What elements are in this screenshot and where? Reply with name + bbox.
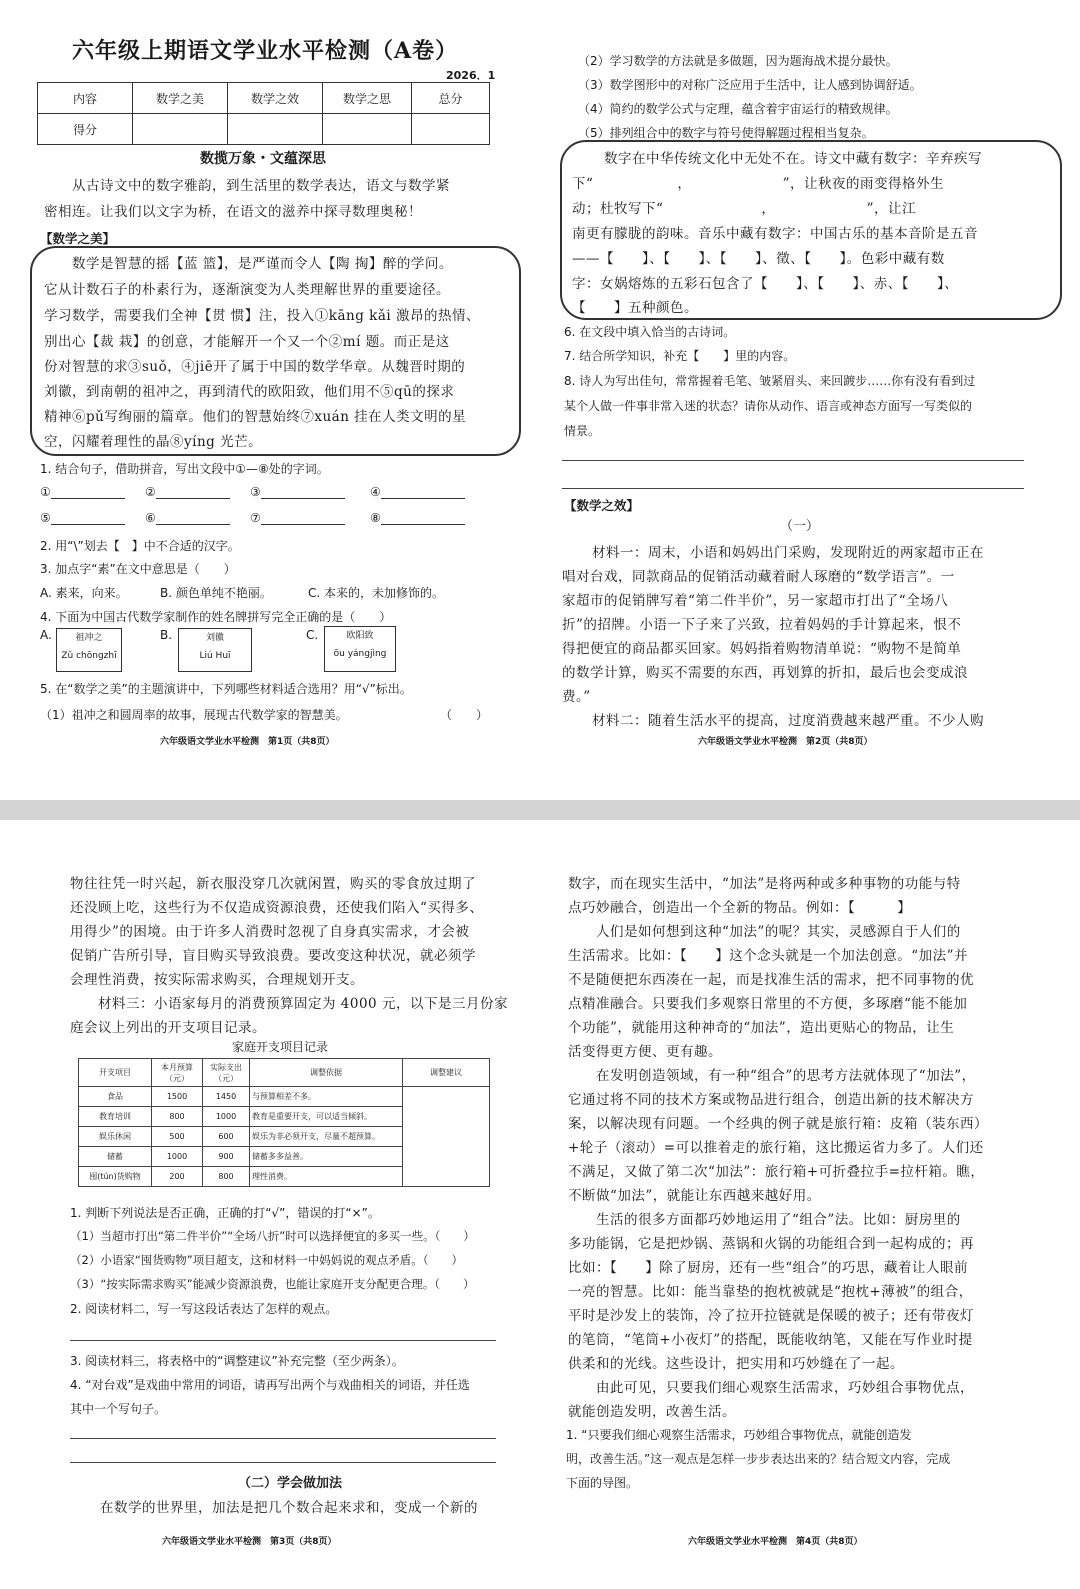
table-cell: 800 [203,1167,250,1187]
question-4: 4. “对台戏”是戏曲中常用的词语，请再写出两个与戏曲相关的词语，并任选 [70,1378,470,1392]
table-cell: 娱乐为非必须开支，尽量不超预算。 [250,1127,403,1147]
blank-mark: ① [40,485,51,499]
answer-blank[interactable] [261,498,345,499]
material-line: 唱对台戏，同款商品的促销活动藏着耐人琢磨的“数学语言”。一 [562,569,955,585]
judge-item: （2）小语家“囤货购物”项目超支，这和材料一中妈妈说的观点矛盾。（ ） [70,1253,463,1267]
q3-option-a: A. 素来，向来。 [40,586,128,600]
answer-line[interactable] [70,1462,496,1463]
material-line: 费。” [562,689,591,705]
answer-line[interactable] [70,1438,496,1439]
blank-mark: ④ [370,485,381,499]
passage-line: 点巧妙融合，创造出一个全新的物品。例如：【 】 [568,900,912,916]
passage-line: 别出心【裁 栽】的创意，才能解开一个又一个②mí 题。而正是这 [44,334,450,350]
table-header: 开支项目 [79,1059,152,1087]
passage-line: 由此可见，只要我们细心观察生活需求，巧妙组合事物优点， [568,1380,974,1396]
culture-line: 【 】五种颜色。 [572,300,698,316]
passage-line: 比如：【 】除了厨房，还有一些“组合”的巧思，藏着让人眼前 [568,1260,969,1276]
page-divider [0,800,1080,820]
table-cell: 900 [203,1147,250,1167]
passage-line: 平时是沙发上的装饰，冷了拉开拉链就是保暖的被子；还有带夜灯 [568,1308,974,1324]
page-footer: 六年级语文学业水平检测 第3页（共8页） [162,1537,337,1547]
exam-date: 2026．1 [446,69,496,82]
material-line: 材料二：随着生活水平的提高，过度消费越来越严重。不少人购 [592,713,984,729]
culture-line: 动；杜牧写下“ ， ”，让江 [572,201,917,217]
culture-line: 南更有朦胧的韵味。音乐中藏有数字：中国古乐的基本音阶是五音 [572,226,978,242]
passage-line: 多功能锅，它是把炒锅、蒸锅和火锅的功能组合到一起构成的；再 [568,1236,974,1252]
passage-line: 在发明创造领域，有一种“组合”的思考方法就体现了“加法”， [568,1068,976,1084]
blank-mark: ⑧ [370,511,381,525]
name-card-pinyin: Liú Huī [199,651,231,661]
answer-paren[interactable]: （ ） [440,708,489,722]
name-card-a[interactable] [56,628,122,672]
passage-line: 个功能”，就能用这种神奇的“加法”，造出更贴心的物品，让生 [568,1020,955,1036]
question-1: 1. 判断下列说法是否正确，正确的打“√”，错误的打“×”。 [70,1206,380,1220]
judge-item: （1）当超市打出“第二件半价”“全场八折”时可以选择便宜的多买一些。（ ） [70,1229,475,1243]
table-cell: 与预算相差不多。 [250,1087,403,1107]
score-cell[interactable] [228,114,323,145]
question-1: 明，改善生活。”这一观点是怎样一步步表达出来的？结合短文内容，完成 [566,1452,951,1466]
passage-line: 份对智慧的求③suǒ，④jiē开了属于中国的数学华章。从魏晋时期的 [44,359,466,375]
question-1: 下面的导图。 [566,1476,639,1490]
page-footer: 六年级语文学业水平检测 第2页（共8页） [698,737,873,747]
q3-option-b: B. 颜色单纯不艳丽。 [160,586,272,600]
table-cell: 1500 [152,1087,203,1107]
name-card-b[interactable] [178,628,252,672]
passage-line: 一亮的智慧。比如：能当靠垫的抱枕被就是“抱枕+薄被”的组合， [568,1284,973,1300]
q5-item: （4）简约的数学公式与定理，蕴含着宇宙运行的精致规律。 [578,102,898,116]
intro-line: 密相连。让我们以文字为桥，在语文的滋养中探寻数理奥秘！ [44,204,422,220]
passage-line: 刘徽，到南朝的祖冲之，再到清代的欧阳致，他们用不⑤qū的探求 [44,384,455,400]
answer-blank[interactable] [51,524,125,525]
passage-line: 点精准融合。只要我们多观察日常里的不方便，多琢磨“能不能加 [568,996,968,1012]
exam-page-2 [540,0,1080,800]
table-cell: 囤(tún)货购物 [79,1167,152,1187]
page-footer: 六年级语文学业水平检测 第1页（共8页） [160,737,335,747]
question-6: 6. 在文段中填入恰当的古诗词。 [564,325,736,339]
judge-item: （3）“按实际需求购买”能减少资源浪费，也能让家庭开支分配更合理。（ ） [70,1277,475,1291]
passage-line: 不断做“加法”，就能让东西越来越好用。 [568,1188,821,1204]
passage-line: 活变得更方便、更有趣。 [568,1044,722,1060]
answer-blank[interactable] [381,524,465,525]
table-cell: 教育是重要开支，可以适当倾斜。 [250,1107,403,1127]
table-cell: 食品 [79,1087,152,1107]
table-row [79,1087,490,1107]
passage-line: 数学是智慧的摇【蓝 篮】，是严谨而令人【陶 掏】醉的学问。 [72,256,453,272]
blank-mark: ⑥ [145,511,156,525]
material-line: 促销广告所引导，盲目购买导致浪费。要改变这种状况，就必须学 [70,948,476,964]
passage-line: 案，以解决现有问题。一个经典的例子就是旅行箱：皮箱（装东西） [568,1116,988,1132]
table-cell: 理性消费。 [250,1167,403,1187]
material-line: 折”的招牌。小语一下子来了兴致，拉着妈妈的手计算起来，恨不 [562,617,962,633]
answer-line[interactable] [562,460,1024,461]
table-cell: 500 [152,1127,203,1147]
exam-page-1 [0,0,540,800]
passage-line: 的笔筒，“笔筒+小夜灯”的搭配，既能收纳笔，又能在写作业时提 [568,1332,973,1348]
score-row-label: 得分 [38,114,133,145]
culture-line: ——【 】、【 】、【 】、徵、【 】。色彩中藏有数 [572,251,945,267]
passage-line: 人们是如何想到这种“加法”的呢？其实，灵感源自于人们的 [568,924,961,940]
culture-line: 数字在中华传统文化中无处不在。诗文中藏有数字：辛弃疾写 [604,151,982,167]
material-line: 得把便宜的商品都买回家。妈妈指着购物清单说：“购物不是简单 [562,641,962,657]
table-cell: 储蓄多多益善。 [250,1147,403,1167]
score-cell[interactable] [323,114,412,145]
question-2: 2. 用“\”划去【 】中不合适的汉字。 [40,539,240,553]
question-7: 7. 结合所学知识，补充【 】里的内容。 [564,349,796,363]
answer-blank[interactable] [261,524,345,525]
material-line: 会理性消费，按实际需求购买，合理规划开支。 [70,972,364,988]
name-card-chinese: 刘徽 [205,633,224,643]
q5-item: （3）数学图形中的对称广泛应用于生活中，让人感到协调舒适。 [578,78,922,92]
material-line: 还没顾上吃，这些行为不仅造成资源浪费，还使我们陷入“买得多、 [70,900,484,916]
question-2: 2. 阅读材料二，写一写这段话表达了怎样的观点。 [70,1302,338,1316]
table-cell: 800 [152,1107,203,1127]
passage-line: 数字，而在现实生活中，“加法”是将两种或多种事物的功能与特 [568,876,961,892]
blank-mark: ⑤ [40,511,51,525]
passage-line: 在数学的世界里，加法是把几个数合起来求和，变成一个新的 [100,1500,478,1516]
question-8: 情景。 [564,424,601,438]
question-3: 3. 加点字“素”在文中意思是（ ） [40,562,236,576]
question-1: 1. “只要我们细心观察生活需求，巧妙组合事物优点，就能创造发 [566,1428,912,1442]
answer-blank[interactable] [51,498,125,499]
answer-line[interactable] [70,1340,496,1341]
q3-option-c: C. 本来的，未加修饰的。 [308,586,445,600]
table-header: 调整建议 [403,1059,490,1087]
theme-title: 数揽万象・文蕴深思 [200,151,326,167]
material-line: 用得少”的困境。由于许多人消费时忽视了自身真实需求，才会被 [70,924,470,940]
q5-item: （1）祖冲之和圆周率的故事，展现古代数学家的智慧美。 [40,708,348,722]
table-cell: 娱乐休闲 [79,1127,152,1147]
question-4: 4. 下面为中国古代数学家制作的姓名牌拼写完全正确的是（ ） [40,610,392,624]
passage-line: 就能创造发明，改善生活。 [568,1404,736,1420]
score-header: 数学之美 [133,83,228,114]
table-cell: 1450 [203,1087,250,1107]
table-cell: 200 [152,1167,203,1187]
exam-page-4 [540,820,1080,1589]
material-line: 家超市的促销牌写着“第二件半价”，另一家超市打出了“全场八 [562,593,949,609]
passage-line: 空，闪耀着理性的晶⑧yíng 光芒。 [44,434,263,450]
name-card-c[interactable] [324,626,396,672]
table-cell: 储蓄 [79,1147,152,1167]
passage-line: 它从计数石子的朴素行为，逐渐演变为人类理解世界的重要途径。 [44,282,450,298]
section-title-beauty: 【数学之美】 [40,231,116,246]
subsection-2: （二）学会做加法 [238,1476,343,1491]
culture-line: 下“ ， ”，让秋夜的雨变得格外生 [572,176,945,192]
answer-blank[interactable] [156,498,230,499]
name-card-pinyin: Zǔ chōngzhī [61,651,117,661]
question-1: 1. 结合句子，借助拼音，写出文段中①—⑧处的字词。 [40,462,329,476]
question-8: 8. 诗人为写出佳句，常常握着毛笔、皱紧眉头、来回踱步……你有没有看到过 [564,374,976,388]
table-title: 家庭开支项目记录 [232,1040,329,1054]
score-cell[interactable] [133,114,228,145]
table-header: 本月预算（元） [152,1059,203,1087]
table-header: 调整依据 [250,1059,403,1087]
passage-line: 它通过将不同的技术方案或物品进行组合，创造出新的技术解决方 [568,1092,974,1108]
passage-line: 学习数学，需要我们全神【贯 惯】注，投入①kāng kǎi 激昂的热情、 [44,308,480,324]
page-footer: 六年级语文学业水平检测 第4页（共8页） [688,1537,863,1547]
material-line: 物往往凭一时兴起，新衣服没穿几次就闲置，购买的零食放过期了 [70,876,476,892]
passage-line: 生活需求。比如：【 】这个念头就是一个加法创意。“加法”并 [568,948,969,964]
answer-line[interactable] [562,488,1024,489]
passage-line: 供柔和的光线。这些设计，把实用和巧妙缝在了一起。 [568,1356,904,1372]
table-cell: 教育培训 [79,1107,152,1127]
blank-mark: ③ [250,485,261,499]
table-cell: 600 [203,1127,250,1147]
question-3: 3. 阅读材料三，将表格中的“调整建议”补充完整（至少两条）。 [70,1354,404,1368]
exam-title: 六年级上期语文学业水平检测（A卷） [72,38,459,64]
table-header: 实际支出（元） [203,1059,250,1087]
answer-blank[interactable] [381,498,465,499]
expense-table [78,1058,490,1187]
exam-page-3 [0,820,540,1589]
score-header: 内容 [38,83,133,114]
q5-item: （2）学习数学的方法就是多做题，因为题海战术提分最快。 [578,54,898,68]
material-line: 的数学计算，购买不需要的东西，再划算的折扣，最后也会变成浪 [562,665,968,681]
material-line: 材料一：周末，小语和妈妈出门采购，发现附近的两家超市正在 [592,545,984,561]
material-line: 材料三：小语家每月的消费预算固定为 4000 元，以下是三月份家 [98,996,508,1012]
q5-item: （5）排列组合中的数字与符号使得解题过程相当复杂。 [578,126,874,140]
name-card-chinese: 祖冲之 [75,633,103,643]
passage-line: 不是随便把东西凑在一起，而是找准生活的需求，把不同事物的优 [568,972,974,988]
culture-line: 字：女娲熔炼的五彩石包含了【 】、【 】、赤、【 】、 [572,276,959,292]
question-5: 5. 在“数学之美”的主题演讲中，下列哪些材料适合选用？用“√”标出。 [40,682,412,696]
passage-line: 不满足，又做了第二次“加法”：旅行箱+可折叠拉手=拉杆箱。瞧， [568,1164,985,1180]
table-cell: 1000 [152,1147,203,1167]
score-header: 数学之效 [228,83,323,114]
answer-blank[interactable] [156,524,230,525]
table-cell: 1000 [203,1107,250,1127]
subsection-1: （一） [780,519,820,534]
material-line: 庭会议上列出的开支项目记录。 [70,1020,266,1036]
section-title-effect: 【数学之效】 [564,498,640,513]
score-header: 总分 [412,83,490,114]
score-cell[interactable] [412,114,490,145]
passage-line: 生活的很多方面都巧妙地运用了“组合”法。比如：厨房里的 [568,1212,961,1228]
q4-option-letter: A. [40,628,52,642]
name-card-chinese: 欧阳致 [346,631,374,641]
passage-line: +轮子（滚动）=可以推着走的旅行箱，这比搬运省力多了。人们还 [568,1140,984,1156]
question-8: 某个人做一件事非常入迷的状态？请你从动作、语言或神态方面写一写类似的 [564,399,973,413]
score-header: 数学之思 [323,83,412,114]
intro-line: 从古诗文中的数字雅韵，到生活里的数学表达，语文与数学紧 [72,178,450,194]
suggestion-cell[interactable] [403,1087,490,1187]
name-card-pinyin: ōu yángjìng [333,649,387,659]
blank-mark: ② [145,485,156,499]
question-4: 其中一个写句子。 [70,1402,167,1416]
score-table [37,82,490,145]
passage-line: 精神⑥pǔ写绚丽的篇章。他们的智慧始终⑦xuán 挂在人类文明的星 [44,409,467,425]
q4-option-letter: B. [160,628,173,642]
q4-option-letter: C. [306,628,319,642]
blank-mark: ⑦ [250,511,261,525]
